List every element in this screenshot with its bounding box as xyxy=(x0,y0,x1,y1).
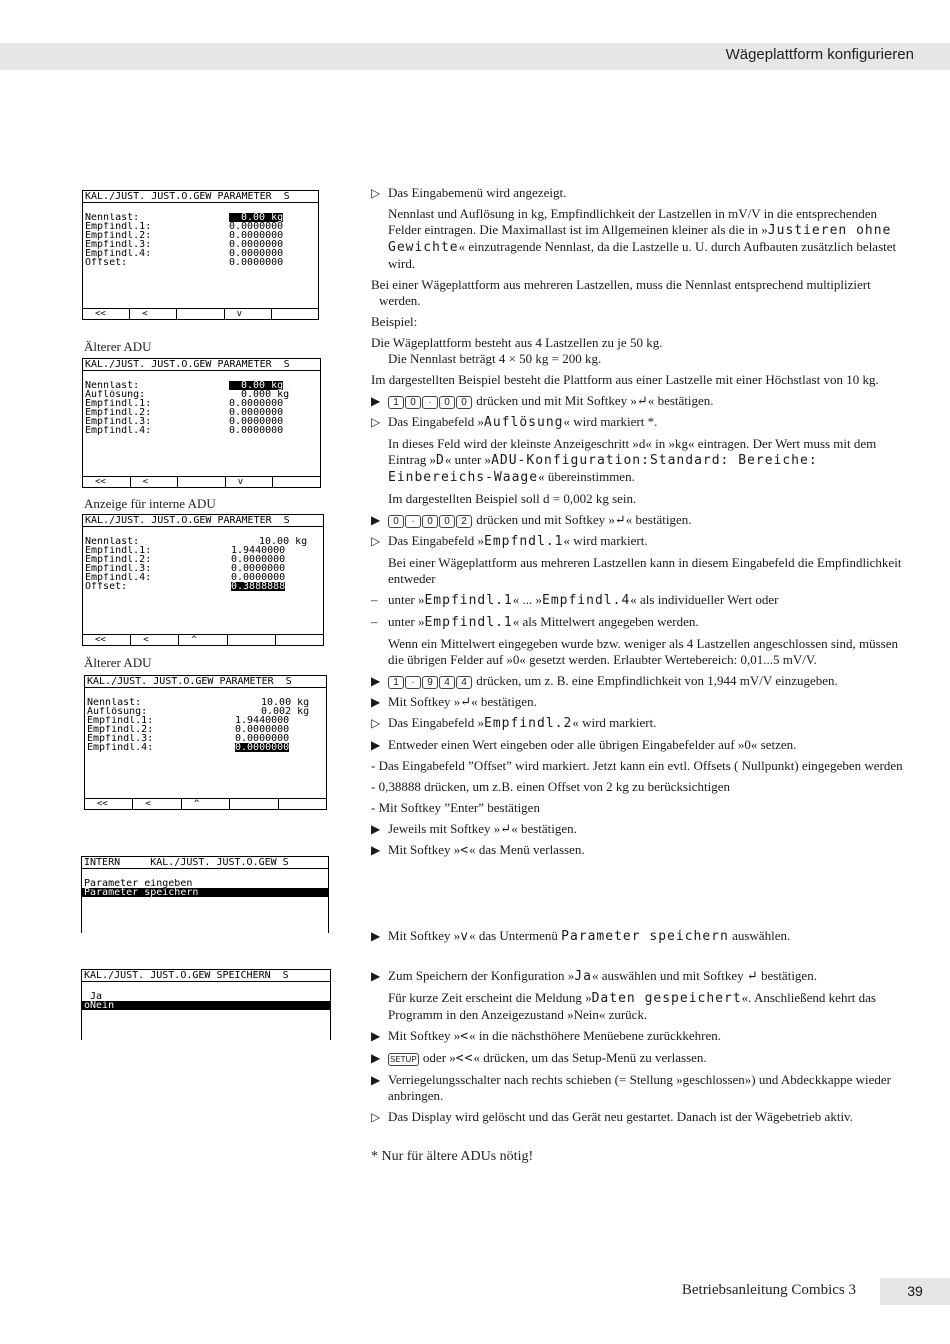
key-button[interactable]: 1 xyxy=(388,396,404,409)
key-button[interactable]: 9 xyxy=(422,676,438,689)
action-marker-icon: ▶ xyxy=(371,738,381,752)
field-label: Empfindl.4: xyxy=(85,249,152,258)
screen-header: KAL./JUST. JUST.O.GEW PARAMETER S xyxy=(83,359,320,371)
action-marker-icon: ▶ xyxy=(371,929,381,943)
menu-item-parameter-speichern[interactable]: Parameter speichern xyxy=(82,888,328,897)
key-button[interactable]: 0 xyxy=(439,396,455,409)
field-value: 0.0000000 xyxy=(229,258,284,267)
action-marker-icon: ▶ xyxy=(371,1073,381,1087)
field-label: Nennlast: xyxy=(85,213,140,222)
result-marker-icon: ▷ xyxy=(371,1110,381,1124)
field-label: Empfindl.1: xyxy=(85,222,152,231)
caption-older-adu-2: Älterer ADU xyxy=(84,655,152,670)
softkey-2[interactable]: < xyxy=(131,477,179,487)
action-marker-icon: ▶ xyxy=(371,969,381,983)
result-step: ▷ Das Eingabefeld »Empfndl.1« wird markiert. xyxy=(371,533,648,549)
header-bar xyxy=(0,43,950,70)
action-step: ▶ Entweder einen Wert eingeben oder alle übrigen Eingabefelder auf »0« setzen. xyxy=(371,737,797,752)
field-label: Empfindl.3: xyxy=(85,417,152,426)
action-marker-icon: ▶ xyxy=(371,674,381,688)
action-step: ▶ Zum Speichern der Konfiguration »Ja« auswählen und mit Softkey ↵ bestätigen. xyxy=(371,968,817,984)
softkey-3[interactable] xyxy=(177,309,224,319)
field-label: Auflösung: xyxy=(87,707,148,716)
field-value-highlighted: 0.0000000 xyxy=(235,743,290,752)
field-value: 0.0000000 xyxy=(229,417,284,426)
field-value: 0.0000000 xyxy=(231,555,286,564)
field-label: Empfindl.4: xyxy=(85,426,152,435)
action-step: ▶ Mit Softkey »↵« bestätigen. xyxy=(371,694,537,709)
softkey-3[interactable]: ^ xyxy=(179,635,227,645)
result-step: ▷ Das Eingabefeld »Auflösung« wird markiert *. xyxy=(371,414,658,430)
field-value: 10.00 kg xyxy=(259,537,308,546)
action-step: ▶ 0 · 0 0 2 drücken und mit Softkey »↵« bestätigen. xyxy=(371,512,692,527)
field-value: 0.002 kg xyxy=(261,707,310,716)
action-marker-icon: ▶ xyxy=(371,695,381,709)
paragraph: Für kurze Zeit erscheint die Meldung »Daten gespeichert«. Anschließend kehrt das Programm in den Anzeigezustand »Nein« zurück. xyxy=(388,990,876,1022)
field-value-highlighted: 0.00 kg xyxy=(229,213,283,222)
field-label: Empfindl.2: xyxy=(87,725,154,734)
key-button[interactable]: · xyxy=(405,515,421,528)
display-screen-parameter-1 xyxy=(82,190,319,320)
field-value: 10.00 kg xyxy=(261,698,310,707)
paragraph: Im dargestellten Beispiel besteht die Plattform aus einer Lastzelle mit einer Höchstlast von 10 kg. xyxy=(371,372,879,387)
menu-item-parameter-eingeben[interactable]: Parameter eingeben xyxy=(84,879,193,888)
instructions-column-2 xyxy=(371,928,911,950)
softkey-3[interactable] xyxy=(178,477,226,487)
key-button[interactable]: 1 xyxy=(388,676,404,689)
field-value: 0.0000000 xyxy=(229,222,284,231)
action-step: ▶ 1 · 9 4 4 drücken, um z. B. eine Empfindlichkeit von 1,944 mV/V einzugeben. xyxy=(371,673,838,688)
field-value: 0.0000000 xyxy=(229,249,284,258)
softkey-2[interactable]: < xyxy=(130,309,177,319)
softkey-bar xyxy=(83,308,318,319)
result-marker-icon: ▷ xyxy=(371,415,381,429)
key-button[interactable]: 0 xyxy=(456,396,472,409)
field-label: Empfindl.4: xyxy=(85,573,152,582)
field-value: 0.0000000 xyxy=(229,399,284,408)
action-step: ▶ Mit Softkey »<« das Menü verlassen. xyxy=(371,842,585,858)
softkey-1[interactable]: << xyxy=(83,635,131,645)
key-button[interactable]: 0 xyxy=(388,515,404,528)
display-screen-intern-menu xyxy=(81,856,329,933)
key-button[interactable]: · xyxy=(405,676,421,689)
action-step: ▶ Jeweils mit Softkey »↵« bestätigen. xyxy=(371,821,577,836)
action-step: ▶ Mit Softkey »v« das Untermenü Parameter speichern auswählen. xyxy=(371,928,791,944)
option-ja[interactable]: Ja xyxy=(84,992,103,1001)
softkey-3[interactable]: ^ xyxy=(182,799,230,809)
result-marker-icon: ▷ xyxy=(371,716,381,730)
action-marker-icon: ▶ xyxy=(371,513,381,527)
softkey-bar xyxy=(83,476,320,487)
action-marker-icon: ▶ xyxy=(371,843,381,857)
field-label: Empfindl.2: xyxy=(85,231,152,240)
key-button[interactable]: 4 xyxy=(439,676,455,689)
caption-older-adu-1: Älterer ADU xyxy=(84,339,152,354)
softkey-1[interactable]: << xyxy=(83,309,130,319)
action-marker-icon: ▶ xyxy=(371,822,381,836)
field-label: Empfindl.4: xyxy=(87,743,154,752)
paragraph: In dieses Feld wird der kleinste Anzeigeschritt »d« in »kg« eintragen. Der Wert muss mit dem Eintrag »D« unter »ADU-Konfiguration:Standard: Bereiche: Einbereichs-Waage« übereinstimmen. xyxy=(388,436,877,485)
display-screen-parameter-4 xyxy=(84,675,327,810)
paragraph: Bei einer Wägeplattform aus mehreren Lastzellen kann in diesem Eingabefeld die Empfindlichkeit entweder xyxy=(388,555,902,586)
softkey-bar xyxy=(83,634,323,645)
softkey-4[interactable] xyxy=(228,635,276,645)
paragraph: Beispiel: xyxy=(371,314,418,329)
field-value: 0.0000000 xyxy=(229,426,284,435)
option-nein[interactable]: oNein xyxy=(82,1001,330,1010)
key-button[interactable]: 2 xyxy=(456,515,472,528)
page-number: 39 xyxy=(907,1283,923,1299)
caption-internal-adu: Anzeige für interne ADU xyxy=(84,496,216,511)
action-marker-icon: ▶ xyxy=(371,1029,381,1043)
field-value-highlighted: 0.00 kg xyxy=(229,381,283,390)
field-label: Empfindl.1: xyxy=(85,546,152,555)
result-step: ▷ Das Display wird gelöscht und das Gerät neu gestartet. Danach ist der Wägebetrieb aktiv. xyxy=(371,1109,853,1124)
footer-page-box xyxy=(880,1278,950,1305)
screen-header: INTERN KAL./JUST. JUST.O.GEW S xyxy=(82,857,328,869)
softkey-4[interactable] xyxy=(230,799,278,809)
field-value: 0.0000000 xyxy=(231,573,286,582)
field-label: Nennlast: xyxy=(85,537,140,546)
field-label: Nennlast: xyxy=(87,698,142,707)
field-label: Empfindl.3: xyxy=(87,734,154,743)
field-label: Offset: xyxy=(85,582,128,591)
field-label: Empfindl.2: xyxy=(85,408,152,417)
screen-header: KAL./JUST. JUST.O.GEW SPEICHERN S xyxy=(82,970,330,982)
paragraph: Bei einer Wägeplattform aus mehreren Lastzellen, muss die Nennlast entsprechend multipliziert werden. xyxy=(371,277,871,308)
softkey-bar xyxy=(85,798,326,809)
action-marker-icon: ▶ xyxy=(371,394,381,408)
action-step: ▶ Mit Softkey »<« in die nächsthöhere Menüebene zurückkehren. xyxy=(371,1028,722,1044)
footer-title: Betriebsanleitung Combics 3 xyxy=(681,1282,856,1298)
paragraph: - Das Eingabefeld ”Offset” wird markiert. Jetzt kann ein evtl. Offsets ( Nullpunkt) eingegeben werden xyxy=(371,758,903,773)
paragraph: - Mit Softkey ”Enter” bestätigen xyxy=(371,800,540,815)
field-value: 0.0000000 xyxy=(231,564,286,573)
page-header-title: Wägeplattform konfigurieren xyxy=(725,46,914,63)
field-label: Auflösung: xyxy=(85,390,146,399)
setup-key-button[interactable]: SETUP xyxy=(390,1055,417,1064)
list-item: – unter »Empfindl.1« ... »Empfindl.4« als individueller Wert oder xyxy=(371,592,779,608)
paragraph: Im dargestellten Beispiel soll d = 0,002 kg sein. xyxy=(388,491,637,506)
field-label: Empfindl.1: xyxy=(87,716,154,725)
result-step: ▷ Das Eingabefeld »Empfindl.2« wird markiert. xyxy=(371,715,657,731)
key-button[interactable]: 4 xyxy=(456,676,472,689)
softkey-4[interactable]: v xyxy=(225,309,272,319)
field-label: Offset: xyxy=(85,258,128,267)
action-step: ▶ Verriegelungsschalter nach rechts schieben (= Stellung »geschlossen») und Abdeckkappe wieder anbringen. xyxy=(371,1072,891,1103)
display-screen-speichern xyxy=(81,969,331,1040)
field-label: Empfindl.3: xyxy=(85,240,152,249)
instructions-column-3 xyxy=(371,968,911,1130)
field-value: 0.0000000 xyxy=(235,725,290,734)
paragraph: Die Wägeplattform besteht aus 4 Lastzellen zu je 50 kg. xyxy=(371,335,663,350)
field-value: 0.0000000 xyxy=(229,231,284,240)
footnote: * Nur für ältere ADUs nötig! xyxy=(371,1149,534,1164)
display-screen-parameter-3 xyxy=(82,514,324,646)
paragraph: Wenn ein Mittelwert eingegeben wurde bzw. weniger als 4 Lastzellen angeschlossen sind, müssen die übrigen Felder auf »0« gesetzt werden. Erlaubter Wertebereich: 0,01...5 mV/V. xyxy=(388,636,899,667)
softkey-1[interactable]: << xyxy=(83,477,131,487)
field-value-highlighted: 0.3888888 xyxy=(231,582,286,591)
field-value: 0.0000000 xyxy=(229,408,284,417)
screen-header: KAL./JUST. JUST.O.GEW PARAMETER S xyxy=(83,515,323,527)
field-label: Nennlast: xyxy=(85,381,140,390)
result-marker-icon: ▷ xyxy=(371,186,381,200)
key-button[interactable]: 0 xyxy=(405,396,421,409)
field-value: 0.0000000 xyxy=(229,240,284,249)
softkey-2[interactable]: < xyxy=(131,635,179,645)
softkey-5[interactable] xyxy=(276,635,323,645)
key-button[interactable]: 0 xyxy=(439,515,455,528)
result-marker-icon: ▷ xyxy=(371,534,381,548)
softkey-4[interactable]: v xyxy=(226,477,274,487)
field-value: 0.0000000 xyxy=(235,734,290,743)
screen-header: KAL./JUST. JUST.O.GEW PARAMETER S xyxy=(83,191,318,203)
instructions-column xyxy=(371,185,911,864)
field-value: 0.000 kg xyxy=(241,390,290,399)
field-label: Empfindl.2: xyxy=(85,555,152,564)
softkey-2[interactable]: < xyxy=(133,799,181,809)
action-marker-icon: ▶ xyxy=(371,1051,381,1065)
screen-header: KAL./JUST. JUST.O.GEW PARAMETER S xyxy=(85,676,326,688)
paragraph: Die Nennlast beträgt 4 × 50 kg = 200 kg. xyxy=(388,351,602,366)
softkey-1[interactable]: << xyxy=(85,799,133,809)
field-label: Empfindl.3: xyxy=(85,564,152,573)
field-label: Empfindl.1: xyxy=(85,399,152,408)
action-step: ▶ SETUP oder »<<« drücken, um das Setup-Menü zu verlassen. xyxy=(371,1050,707,1066)
softkey-5[interactable] xyxy=(273,477,320,487)
key-button[interactable]: 0 xyxy=(422,515,438,528)
list-item: – unter »Empfindl.1« als Mittelwert angegeben werden. xyxy=(371,614,699,630)
action-step: ▶ 1 0 · 0 0 drücken und mit Mit Softkey »↵« bestätigen. xyxy=(371,393,714,408)
softkey-5[interactable] xyxy=(272,309,318,319)
field-value: 1.9440000 xyxy=(235,716,290,725)
softkey-5[interactable] xyxy=(279,799,326,809)
display-screen-parameter-2 xyxy=(82,358,321,488)
paragraph: Nennlast und Auflösung in kg, Empfindlichkeit der Lastzellen in mV/V in die entsprechenden Felder eintragen. Die Maximallast ist im Allgemeinen kleiner als die in »Justieren ohne Gewichte« einzutragende Nennlast, da die Lastzelle u. U. durch Aufbauten zusätzlich belastet wird. xyxy=(388,206,897,271)
field-value: 1.9440000 xyxy=(231,546,286,555)
result-step: ▷ Das Eingabemenü wird angezeigt. xyxy=(371,185,567,200)
paragraph: - 0,38888 drücken, um z.B. einen Offset von 2 kg zu berücksichtigen xyxy=(371,779,730,794)
key-button[interactable]: · xyxy=(422,396,438,409)
